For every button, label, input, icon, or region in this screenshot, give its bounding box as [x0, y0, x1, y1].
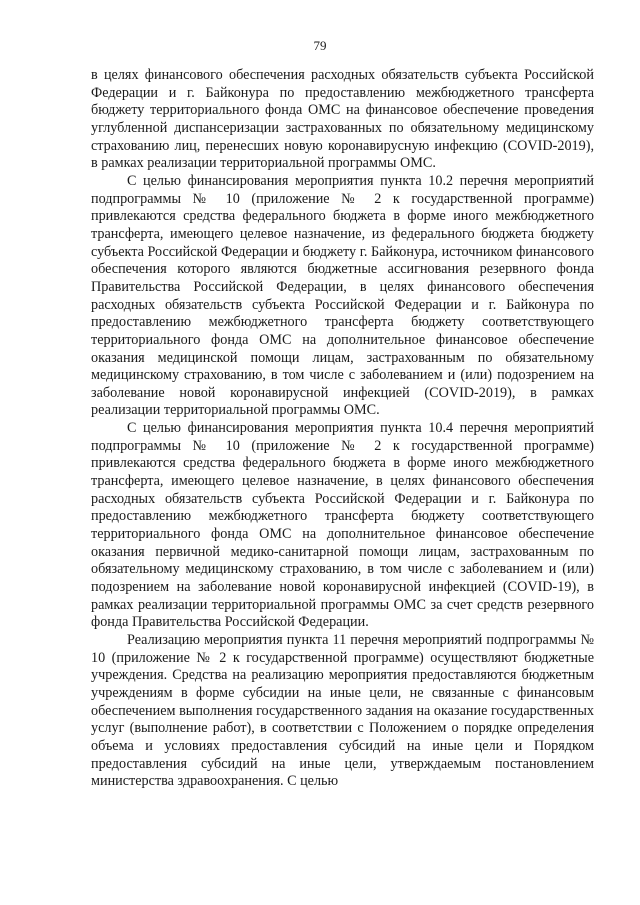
body-text	[91, 67, 594, 791]
paragraph-2: С целью финансирования мероприятия пункта 10.2 перечня мероприятий подпрограммы № 10 (приложение № 2 к государственной программе) привлекаются средства федерального бюджета в форме иного межбюджетного трансферта, имеющего целевое назначение, из федерального бюджета бюджету субъекта Российской Федерации и бюджету г. Байконура, источником финансового обеспечения которого являются бюджетные ассигнования резервного фонда Правительства Российской Федерации, в целях финансового обеспечения расходных обязательств субъекта Российской Федерации и г. Байконура по предоставлению межбюджетного трансферта бюджету соответствующего территориального фонда ОМС на дополнительное финансовое обеспечение оказания медицинской помощи лицам, застрахованным по обязательному медицинскому страхованию, в том числе с заболеванием и (или) подозрением на заболевание новой коронавирусной инфекцией (COVID-2019), в рамках реализации территориальной программы ОМС.	[91, 172, 594, 419]
paragraph-3: С целью финансирования мероприятия пункта 10.4 перечня мероприятий подпрограммы № 10 (приложение № 2 к государственной программе) привлекаются средства федерального бюджета в форме иного межбюджетного трансферта, имеющего целевое назначение, в целях финансового обеспечения расходных обязательств субъекта Российской Федерации и г. Байконура по предоставлению межбюджетного трансферта бюджету соответствующего территориального фонда ОМС на дополнительное финансовое обеспечение оказания первичной медико-санитарной помощи лицам, застрахованным по обязательному медицинскому страхованию, в том числе с заболеванием и (или) подозрением на заболевание новой коронавирусной инфекцией (COVID-19), в рамках реализации территориальной программы ОМС за счет средств резервного фонда Правительства Российской Федерации.	[91, 420, 594, 631]
paragraph-4: Реализацию мероприятия пункта 11 перечня мероприятий подпрограммы № 10 (приложение № 2 к государственной программе) осуществляют бюджетные учреждения. Средства на реализацию мероприятия предоставляются бюджетным учреждениям в форме субсидии на иные цели, не связанные с финансовым обеспечением выполнения государственного задания на оказание государственных услуг (выполнение работ), в соответствии с Положением о порядке определения объема и условиях предоставления субсидий на иные цели и Порядком предоставления субсидий на иные цели, утверждаемым постановлением министерства здравоохранения. С целью	[91, 632, 594, 790]
paragraph-1: в целях финансового обеспечения расходных обязательств субъекта Российской Федерации и г. Байконура по предоставлению межбюджетного трансферта бюджету территориального фонда ОМС на финансовое обеспечение проведения углубленной диспансеризации застрахованных по обязательному медицинскому страхованию лиц, перенесших новую коронавирусную инфекцию (COVID-2019), в рамках реализации территориальной программы ОМС.	[91, 67, 594, 172]
page-number: 79	[313, 38, 327, 53]
